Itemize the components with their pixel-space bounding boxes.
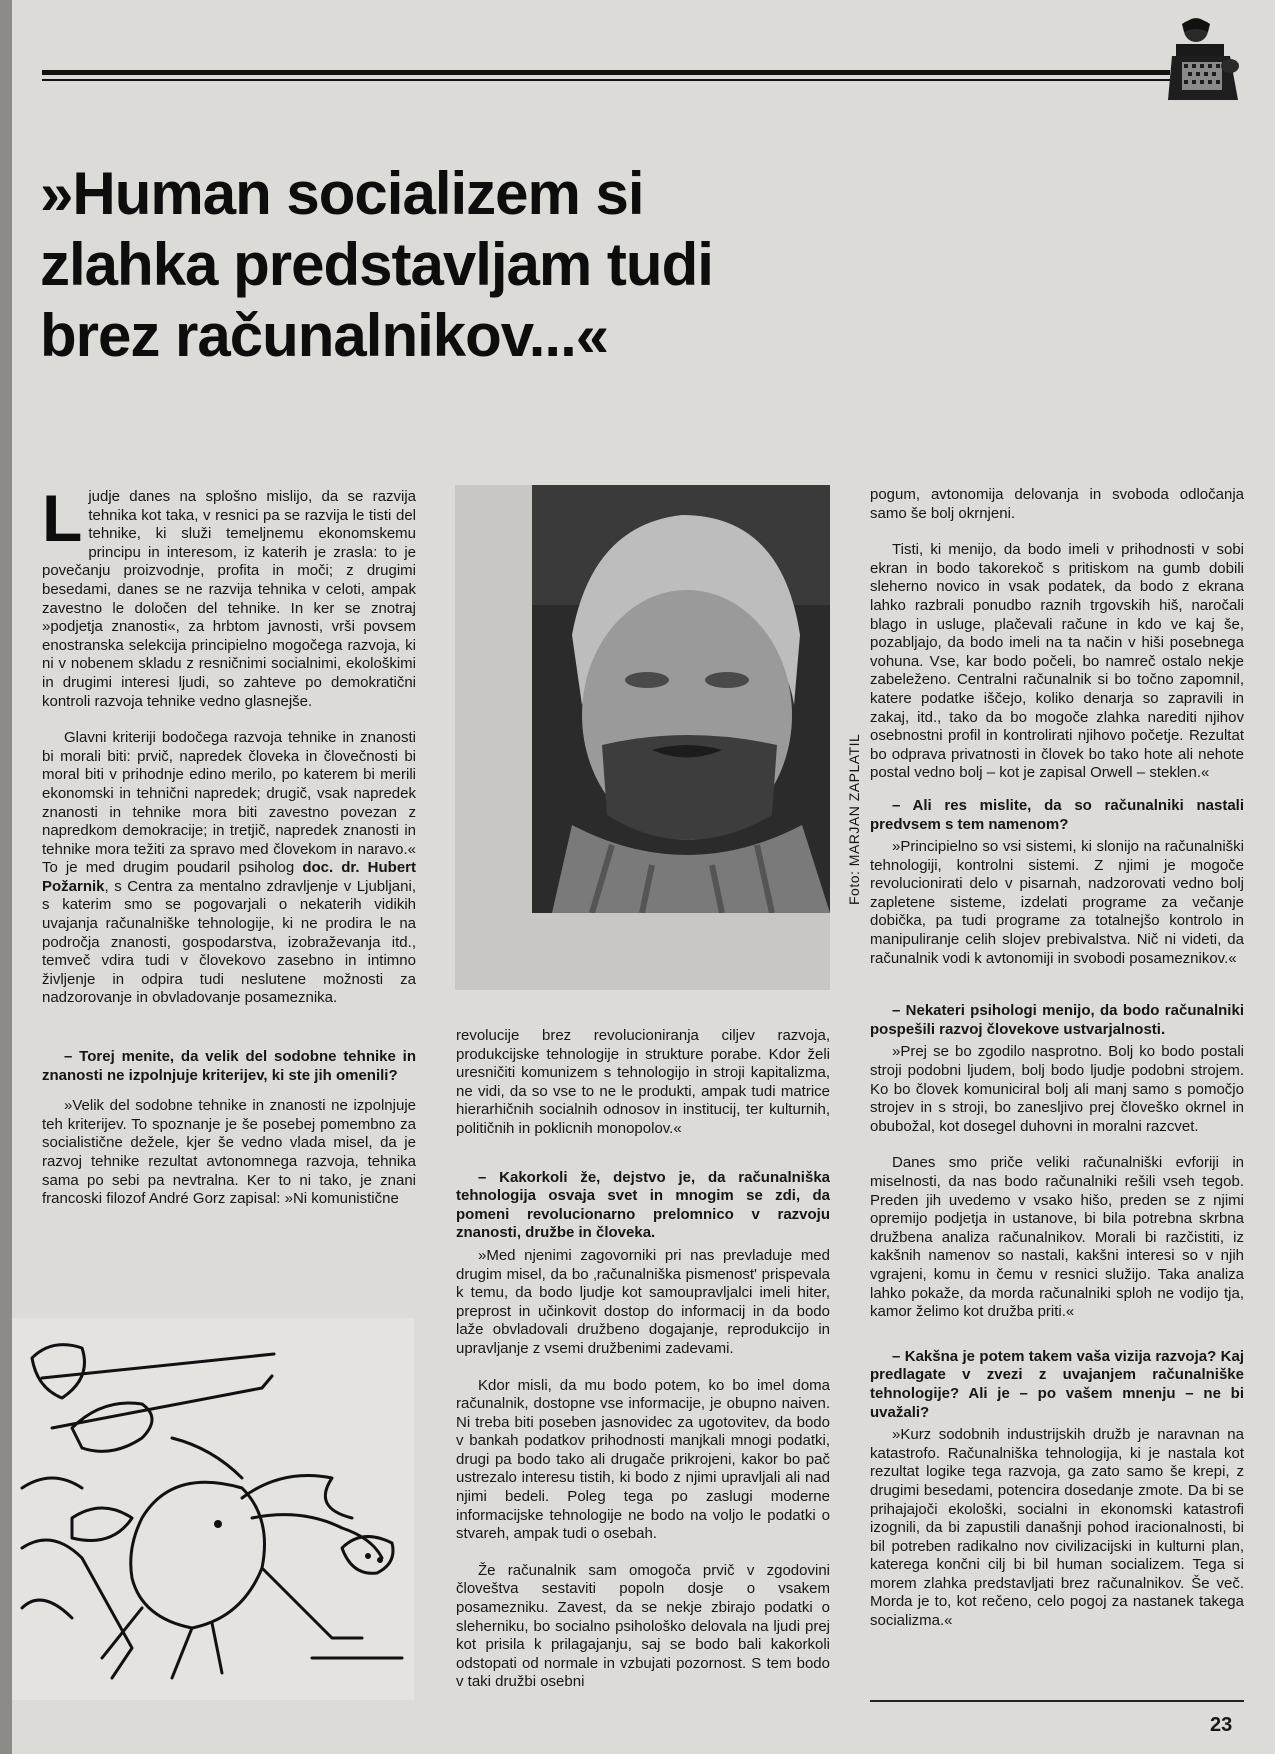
lead-paragraph [42,481,416,711]
page-edge-shadow [0,0,12,1754]
paragraph: »Principielno so vsi sistemi, ki slonijo na računalniški tehnologiji, kontrolni sistemi. Z njimi je mogoče revolucionirati delo v pisarnah, nadzorovati vedno bolj zapletene sisteme, izdelati programe za večanje dobička, pa tudi programe za totalnejšo kontrolo in manipuliranje celih slojev prebivalstva. Nič ni videti, da računalnik vodi k avtonomiji in svobodi posameznikov.« [870,838,1244,967]
interview-question: – Torej menite, da velik del sodobne tehnike in znanosti ne izpolnjuje kriterijev, ki ste jih omenili? [42,1048,416,1084]
paragraph: Kdor misli, da mu bodo potem, ko bo imel doma računalnik, dostopne vse informacije, je obupno naiven. Ni treba biti poseben jasnovidec za ugotovitev, da bodo v bankah podatkov prihodnosti manjkali mnogi podatki, drugi pa bodo tako ali drugače prikrojeni, kakor bo pač ustrezalo interesu tistih, ki bodo z njimi upravljali ali nad njimi bedeli. Poleg tega po zaslugi moderne informacijske tehnologije ne bodo na voljo le podatki o stvareh, ampak tudi o osebah. [456,1376,830,1543]
paragraph [42,729,416,1008]
paragraph-text: Glavni kriteriji bodočega razvoja tehnike in znanosti bi morali biti: prvič, napredek človeka in človečnosti bi moral biti v prihodnje edino merilo, po katerem bi merili ekonomski in tehnični napredek; drugič, vsak napredek znanosti in tehnike mora biti zavestno povezan z napredkom demokracije; in tretjič, napredek znanosti in tehnike mora težiti za spravo med človekom in naravo.« To je med drugim poudaril psiholog [42,729,416,877]
paragraph: pogum, avtonomija delovanja in svoboda odločanja samo še bolj okrnjeni. [870,486,1244,522]
interviewee-name: doc. dr. Hubert Požarnik [42,859,416,895]
photo-credit: Foto: MARJAN ZAPLATIL [846,733,862,905]
page-number: 23 [1210,1714,1233,1736]
paragraph: »Kurz sodobnih industrijskih družb je naravnan na katastrofo. Računalniška tehnologija, ki je nastala kot rezultat logike tega razvoja, ga zato samo še krepi, z drugimi besedami, potencira dosedanje zmote. Da bi se prihajajoči ekološki, socialni in ekonomski katastrofi izognili, da bi zapustili današnji pohod iracionalnosti, bi bil potreben radikalno nov civilizacijski in kulturni plan, katerega končni cilj bi bil human socializem. Tega si morem zlahka predstavljati brez računalnikov. Še več. Morda je to, kot rečeno, celo pogoj za nastanek takega socializma.« [870,1426,1244,1630]
paragraph: revolucije brez revolucioniranja ciljev razvoja, produkcijske tehnologije in strukture porabe. Kdor želi uresničiti komunizem s tehnologijo in stroji kapitalizma, ne vidi, da so vse to ne le produkti, ampak tudi matrice hierarhičnih socialnih odnosov in institucij, ter kulturnih, političnih in poklicnih monopolov.« [456,1027,830,1137]
paragraph: Danes smo priče veliki računalniški evforiji in miselnosti, da nas bodo računalniki rešili vseh tegob. Preden jih uvedemo v vsako hišo, preden se z njimi opremijo podjetja in ustanove, bi bila potrebna skrbna družbena analiza računalnikov. Morali bi razčistiti, iz kakšnih namenov so nastali, kakšni interesi so v njih vgrajeni, komu in čemu v resnici služijo. Taka analiza lahko pokaže, da morda računalniki sploh ne vodijo tja, kamor želimo kot družba priti.« [870,1154,1244,1321]
corner-figure-illustration [1160,14,1246,108]
article-headline: »Human socializem si zlahka predstavljam tudi brez računalnikov...« [40,160,713,369]
knight-on-horse-drawing [12,1318,414,1700]
portrait-photo [532,485,830,913]
paragraph: Že računalnik sam omogoča prvič v zgodovini človeštva sestaviti popoln dosje o vsakem posamezniku. Zavest, da se nekje zbirajo podatki o sleherniku, bo socialno psihološko delovala na ljudi prej kot prisila k prilagajanju, saj se bodo bali kakorkoli odstopati od normale in vzbujati pozornost. S tem bodo v taki družbi osebni [456,1561,830,1691]
paragraph-text: , s Centra za mentalno zdravljenje v Ljubljani, s katerim smo se pogovarjali o nekaterih vidikih uvajanja računalniške tehnologije, ki ne prodira le na področja znanosti, gospodarstva, izobraževanja itd., temveč vdira tudi v človekovo zasebno in intimno življenje in odpira tudi neslutene možnosti za nadzorovanje in obvladovanje posameznika. [42,877,416,1007]
interview-question: – Kakorkoli že, dejstvo je, da računalniška tehnologija osvaja svet in mnogim se zdi, da pomeni revolucionarno prelomnico v razvoju znanosti, družbe in človeka. [456,1168,830,1242]
column-2 [456,1027,830,1692]
interview-question: – Nekateri psihologi menijo, da bodo računalniki pospešili razvoj človekove ustvarjalnosti. [870,1002,1244,1038]
bottom-rule [870,1700,1244,1702]
paragraph: »Med njenimi zagovorniki pri nas prevladuje med drugim misel, da bo ‚računalniška pismenost' prispevala k temu, da bodo ljudje kot samoupravljalci imeli hiter, preprost in učinkovit dostop do informacij in da bodo laže obvladovali družbeno dogajanje, reprodukcijo in upravljanje z vsemi družbenimi zadevami. [456,1246,830,1357]
paragraph: »Velik del sodobne tehnike in znanosti ne izpolnjuje teh kriterijev. To spoznanje je še posebej pomembno za socialistične dežele, kjer še vedno vlada misel, da je razvoj tehnike rezultat avtonomnega razvoja, tehnika sama po sebi pa nevtralna. Ker to ni tako, je znani francoski filozof André Gorz zapisal: »Ni komunistične [42,1097,416,1208]
column-1 [42,481,416,1209]
column-3 [870,486,1244,1631]
paragraph: Tisti, ki menijo, da bodo imeli v prihodnosti v sobi ekran in bodo takorekoč s pritiskom na gumb dobili sleherno novico in vsak podatek, da bodo z ekrana lahko razbrali ponudbo raznih trgovskih hiš, naročali blago in usluge, plačevali račune in kdo ve kaj še, pozabljajo, da bodo imeli na ta način v hiši posebnega vohuna. Vse, kar bodo počeli, bo namreč ostalo nekje zabeleženo. Centralni računalnik si bo točno zapomnil, katere podatke iščejo, koliko denarja so zapravili in zakaj, itd., tako da bo mogoče zlahka narediti njihov osebnostni profil in kontrolirati njihovo početje. Rezultat bo odprava privatnosti in človek bo tako hote ali nehote postal vedno bolj – kot je zapisal Orwell – steklen.« [870,541,1244,782]
interview-question: – Ali res mislite, da so računalniki nastali predvsem s tem namenom? [870,796,1244,833]
top-rule [42,70,1170,75]
top-rule-thin [42,79,1170,81]
interview-question: – Kakšna je potem takem vaša vizija razvoja? Kaj predlagate v zvezi z uvajanjem računalniške tehnologije? Ali je – po vašem mnenju – ne bi uvažali? [870,1347,1244,1421]
lead-text: judje danes na splošno mislijo, da se razvija tehnika kot taka, v resnici pa se razvija le tisti del tehnike, ki služi temeljnemu ekonomskemu principu in interesom, iz katerih je zrasla: to je povečanju proizvodnje, profita in moči; z drugimi besedami, danes se ne razvija tehnika v celoti, ampak zavestno le določen del tehnike. In ker se znotraj »podjetja znanosti«, za hrbtom javnosti, vrši povsem enostranska selekcija principielno mogočega razvoja, ki ni v nobenem skladu z resničnimi socialnimi, ekološkimi in drugimi interesi ljudi, so zahteve po demokratični kontroli razvoja tehnike vedno glasnejše. [42,488,416,710]
drop-cap: L [42,481,83,555]
paragraph: »Prej se bo zgodilo nasprotno. Bolj ko bodo postali stroji podobni ljudem, bolj bodo ljudje podobni strojem. Ko bo človek komuniciral bolj ali manj samo s pomočjo strojev in s stroji, bo zanesljivo prej človeško okrnel in obubožal, kot dosegel duhovni in moralni razcvet. [870,1043,1244,1135]
